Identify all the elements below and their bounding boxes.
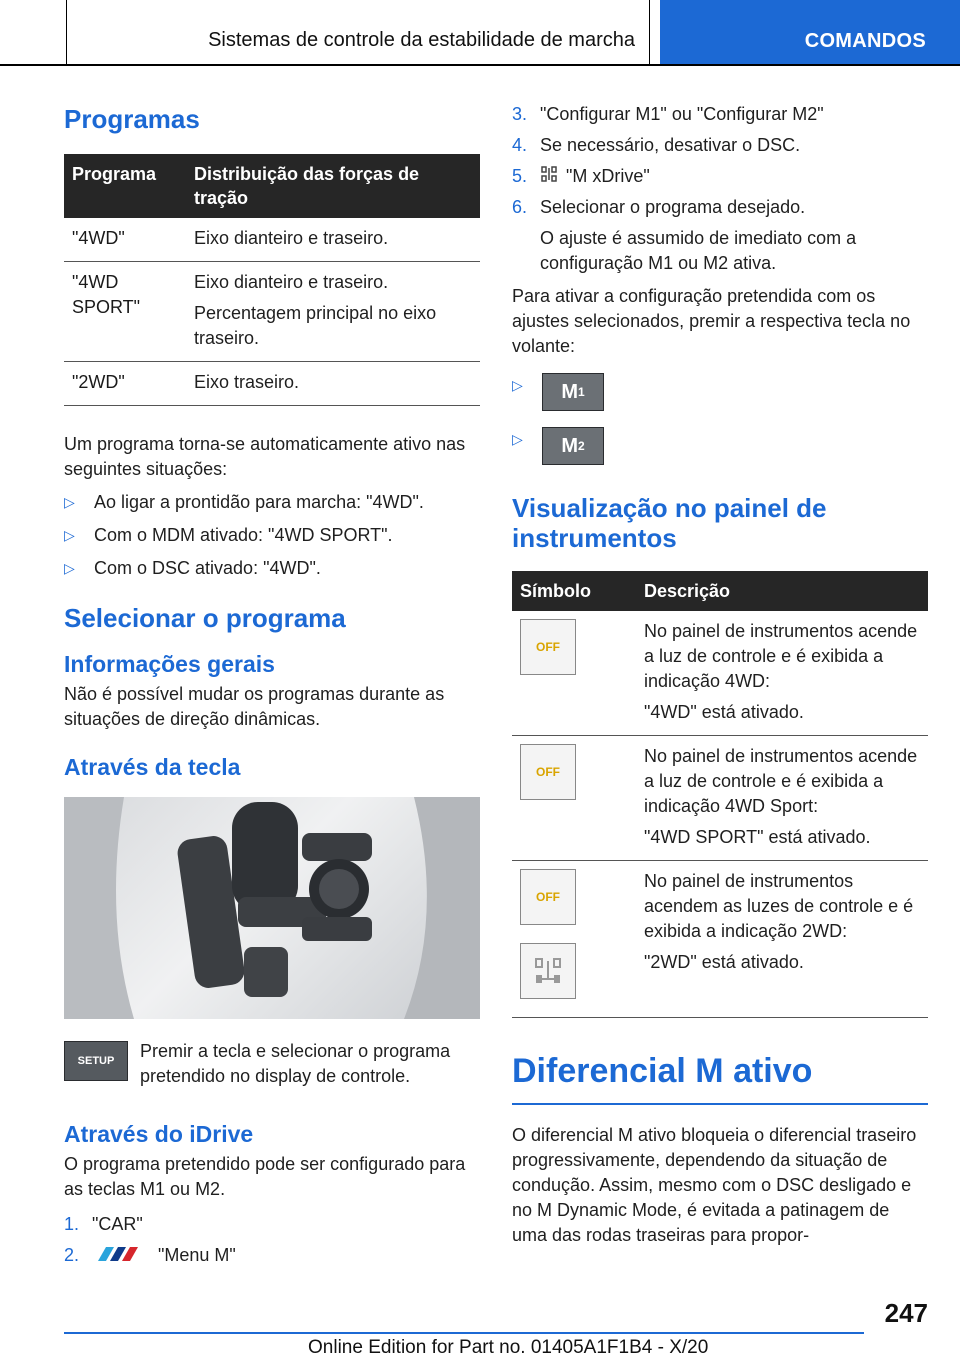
description-text: No painel de instrumentos acendem as luzes de controle e é exibida a indicação 2WD: <box>644 871 914 941</box>
step-number: 3. <box>512 104 528 124</box>
programs-table-header-distribution: Distribuição das forças de tração <box>186 154 480 218</box>
off-label: OFF <box>536 639 560 654</box>
symbol-table <box>512 571 928 1018</box>
step6-detail: O ajuste é assumido de imediato com a configuração M1 ou M2 ativa. <box>540 228 857 273</box>
symbol-cell <box>512 736 636 861</box>
step-number: 2. <box>64 1245 80 1265</box>
m-key-icon <box>542 427 604 465</box>
m-key-label: M <box>561 434 578 457</box>
step-text: "Configurar M1" ou "Configurar M2" <box>540 104 824 124</box>
console-illustration <box>64 797 480 1019</box>
dsc-off-icon <box>520 619 576 675</box>
list-item <box>512 373 928 411</box>
programs-table-header-program: Programa <box>64 154 186 218</box>
description-cell <box>636 861 928 1018</box>
table-row <box>512 611 928 736</box>
bullet-text: Com o DSC ativado: "4WD". <box>94 558 321 578</box>
display-heading: Visualização no painel de instrumentos <box>512 493 827 553</box>
description-cell <box>636 736 928 861</box>
list-item <box>512 195 928 220</box>
2wd-icon <box>520 943 576 999</box>
description-text: No painel de instrumentos acende a luz de controle e é exibida a indicação 4WD Sport: <box>644 746 918 816</box>
description-cell <box>636 611 928 736</box>
general-info-heading: Informações gerais <box>64 651 275 677</box>
header-left-box <box>66 0 650 64</box>
step-text: "M xDrive" <box>566 166 650 186</box>
bullet-triangle-icon: ▷ <box>512 431 523 447</box>
list-item <box>512 427 928 465</box>
general-info-text: Não é possível mudar os programas durante as situações de direção dinâmicas. <box>64 684 445 729</box>
distribution-text: Percentagem principal no eixo traseiro. <box>194 303 437 348</box>
footer-rule <box>64 1332 864 1334</box>
table-row <box>64 218 480 262</box>
dsc-off-icon <box>520 744 576 800</box>
table-row <box>512 736 928 861</box>
description-text: "2WD" está ativado. <box>644 952 804 972</box>
list-item <box>64 490 480 515</box>
symbol-cell <box>512 861 636 1018</box>
step-number: 5. <box>512 166 528 186</box>
m-key-sup: 2 <box>577 439 585 453</box>
bullet-triangle-icon: ▷ <box>64 527 75 543</box>
description-text: "4WD" está ativado. <box>644 702 804 722</box>
bullet-triangle-icon: ▷ <box>64 494 75 510</box>
bullet-text: Com o MDM ativado: "4WD SPORT". <box>94 525 393 545</box>
distribution-text: Eixo traseiro. <box>194 372 300 392</box>
symbol-cell <box>512 611 636 736</box>
list-item <box>64 523 480 548</box>
symbol-table-header-symbol: Símbolo <box>512 571 636 611</box>
list-item <box>64 1243 480 1268</box>
idrive-text: O programa pretendido pode ser configurado para as teclas M1 ou M2. <box>64 1154 466 1199</box>
bullet-triangle-icon: ▷ <box>64 560 75 576</box>
center-console-photo <box>64 797 480 1019</box>
setup-row <box>64 1039 480 1089</box>
step-number: 1. <box>64 1214 80 1234</box>
header-rule <box>0 64 960 66</box>
programs-heading: Programas <box>64 104 200 134</box>
step-text: "Menu M" <box>158 1245 236 1265</box>
idrive-heading: Através do iDrive <box>64 1121 254 1147</box>
program-name: "2WD" <box>64 362 186 406</box>
list-item <box>512 133 928 158</box>
bullet-text: Ao ligar a prontidão para marcha: "4WD". <box>94 492 424 512</box>
list-item <box>512 164 928 189</box>
step-number: 6. <box>512 197 528 217</box>
program-name: "4WD SPORT" <box>64 262 186 362</box>
table-row <box>64 362 480 406</box>
select-program-heading: Selecionar o programa <box>64 603 346 633</box>
programs-table <box>64 154 480 406</box>
program-distribution <box>186 218 480 262</box>
m-key-sup: 1 <box>577 385 585 399</box>
m-menu-icon <box>92 1243 148 1265</box>
key-heading: Através da tecla <box>64 754 241 780</box>
symbol-table-header-description: Descrição <box>636 571 928 611</box>
dsc-off-icon <box>520 869 576 925</box>
step-text: Selecionar o programa desejado. <box>540 197 806 217</box>
list-item <box>512 102 928 127</box>
bullet-triangle-icon: ▷ <box>512 377 523 393</box>
distribution-text: Eixo dianteiro e traseiro. <box>194 272 389 292</box>
step-text: "CAR" <box>92 1214 143 1234</box>
header-section-label: COMANDOS <box>804 30 926 52</box>
header-section-tab <box>660 0 960 64</box>
header-title: Sistemas de controle da estabilidade de marcha <box>208 29 635 51</box>
distribution-text: Eixo dianteiro e traseiro. <box>194 228 389 248</box>
off-label: OFF <box>536 889 560 904</box>
setup-key-icon: SETUP <box>64 1041 128 1081</box>
diff-heading: Diferencial M ativo <box>512 1052 928 1105</box>
page-number: 247 <box>884 1298 928 1328</box>
program-distribution <box>186 362 480 406</box>
off-label: OFF <box>536 764 560 779</box>
diff-text: O diferencial M ativo bloqueia o diferencial traseiro progressivamente, dependendo da situação de condução. Assim, mesmo com o DSC desligado e no M Dynamic Mode, é evitada a patinagem de uma das rodas traseiras para propor- <box>512 1125 917 1245</box>
m-key-icon <box>542 373 604 411</box>
setup-text: Premir a tecla e selecionar o programa pretendido no display de controle. <box>140 1041 451 1086</box>
list-item <box>64 1212 480 1237</box>
footer-text: Online Edition for Part no. 01405A1F1B4 - X/20 <box>308 1337 709 1358</box>
table-row <box>512 861 928 1018</box>
program-distribution <box>186 262 480 362</box>
activate-text: Para ativar a configuração pretendida com os ajustes selecionados, premir a respectiva tecla no volante: <box>512 286 911 356</box>
step-number: 4. <box>512 135 528 155</box>
m-key-label: M <box>561 380 578 403</box>
xdrive-icon <box>540 164 558 184</box>
left-column <box>64 100 480 1268</box>
step-text: Se necessário, desativar o DSC. <box>540 135 801 155</box>
list-item <box>64 556 480 581</box>
table-row <box>64 262 480 362</box>
description-text: No painel de instrumentos acende a luz de controle e é exibida a indicação 4WD: <box>644 621 918 691</box>
right-column <box>512 100 928 1248</box>
auto-activation-text: Um programa torna-se automaticamente ativo nas seguintes situações: <box>64 434 466 479</box>
program-name: "4WD" <box>64 218 186 262</box>
description-text: "4WD SPORT" está ativado. <box>644 827 871 847</box>
